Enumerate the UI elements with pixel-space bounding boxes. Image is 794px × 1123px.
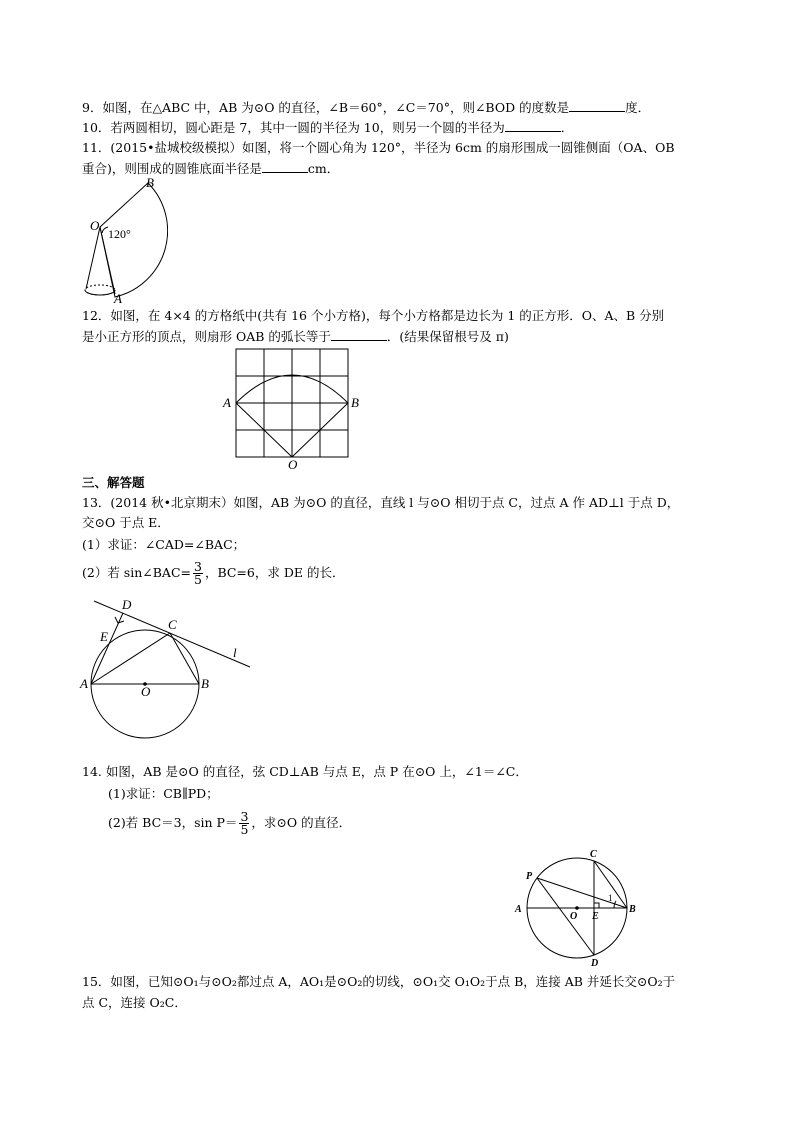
q10-text: 10．若两圆相切，圆心距是 7，其中一圆的半径为 10，则另一个圆的半径为 <box>82 120 505 135</box>
q14-frac-num: 3 <box>240 809 249 824</box>
fig13-label-e: E <box>100 629 108 644</box>
q12-line1: 12．如图，在 4×4 的方格纸中(共有 16 个小方格)，每个小方格都是边长为 1 的正方形．O、A、B 分别 <box>82 308 665 323</box>
q13-frac-den: 5 <box>194 572 202 587</box>
fig12-label-o: O <box>288 457 298 471</box>
fig14-label-o: O <box>570 911 578 922</box>
q9-blank[interactable] <box>569 99 625 112</box>
figure-12-grid-sector <box>220 343 365 471</box>
fig11-label-a: A <box>114 291 122 305</box>
fig14-label-c: C <box>590 849 597 860</box>
q13-line2: 交⊙O 于点 E． <box>82 515 170 530</box>
q12-text-2: ．(结果保留根号及 π) <box>386 329 509 344</box>
q14-part1: (1)求证：CB∥PD； <box>108 786 219 801</box>
fig13-label-c: C <box>168 617 177 632</box>
fig13-label-d: D <box>122 597 132 612</box>
q11-blank[interactable] <box>262 160 308 173</box>
q15-line1: 15．如图，已知⊙O₁与⊙O₂都过点 A，AO₁是⊙O₂的切线，⊙O₁交 O₁O₂于点 B，连接 AB 并延长交⊙O₂于 <box>82 974 676 989</box>
q12-text: 是小正方形的顶点，则扇形 OAB 的弧长等于 <box>82 329 331 344</box>
q15-line2: 点 C，连接 O₂C． <box>82 995 187 1010</box>
q9-suffix: 度． <box>625 100 651 115</box>
section-heading: 三、解答题 <box>82 475 145 490</box>
q12-blank[interactable] <box>331 328 387 341</box>
q10-blank[interactable] <box>505 119 561 132</box>
fig14-label-b: B <box>629 904 636 915</box>
fig14-label-p: P <box>526 871 533 882</box>
fig11-label-b: B <box>146 175 154 190</box>
q14-part2 <box>108 808 351 838</box>
figure-11-cone-sector <box>78 175 168 305</box>
q13-line1: 13．(2014 秋•北京期末）如图，AB 为⊙O 的直径，直线 l 与⊙O 相切于点 C，过点 A 作 AD⊥l 于点 D， <box>82 495 680 510</box>
fig13-label-b: B <box>201 676 209 691</box>
q13-part1: (1）求证：∠CAD=∠BAC； <box>82 537 246 552</box>
fig12-label-a: A <box>223 395 231 410</box>
fig14-label-a: A <box>515 904 522 915</box>
fig14-label-d: D <box>591 958 599 967</box>
q14-part2-text: (2)若 BC＝3，sin P＝ <box>108 815 238 830</box>
q13-frac-num: 3 <box>194 559 202 574</box>
q11-suffix: cm． <box>307 161 340 176</box>
fig12-label-b: B <box>351 395 359 410</box>
q13-fraction <box>193 561 203 586</box>
q14-part2-text-2: ，求⊙O 的直径． <box>251 815 352 830</box>
fig11-label-o: O <box>90 218 100 233</box>
fig11-angle-label: 120° <box>108 227 131 241</box>
fig13-label-l: l <box>233 645 237 660</box>
fig13-label-a: A <box>80 676 88 691</box>
q14-line1: 14. 如图，AB 是⊙O 的直径，弦 CD⊥AB 与点 E，点 P 在⊙O 上，∠1＝∠C． <box>82 764 528 779</box>
q10-suffix: ． <box>560 120 574 135</box>
q13-part2-text-2: ，BC=6，求 DE 的长． <box>204 565 345 580</box>
fig14-angle-1: 1 <box>608 893 613 903</box>
q14-fraction <box>239 811 249 836</box>
q13-part2 <box>82 558 344 588</box>
figure-13-circle-tangent <box>78 595 258 740</box>
q14-frac-den: 5 <box>240 822 249 837</box>
q11-text: 重合)，则围成的圆锥底面半径是 <box>82 161 262 176</box>
fig13-label-o: O <box>141 684 151 699</box>
fig14-center-dot <box>575 906 579 910</box>
q11-line1: 11．(2015•盐城校级模拟）如图，将一个圆心角为 120°，半径为 6cm 的扇形围成一圆锥侧面（OA、OB <box>82 140 675 155</box>
figure-14-circle-chord <box>510 845 650 967</box>
q9-text: 9．如图，在△ABC 中，AB 为⊙O 的直径，∠B＝60°，∠C＝70°，则∠BOD 的度数是 <box>82 100 570 115</box>
q13-part2-text: (2）若 sin∠BAC= <box>82 565 191 580</box>
q10-line <box>82 119 573 136</box>
fig14-label-e: E <box>592 911 599 922</box>
q9-line <box>82 99 650 116</box>
